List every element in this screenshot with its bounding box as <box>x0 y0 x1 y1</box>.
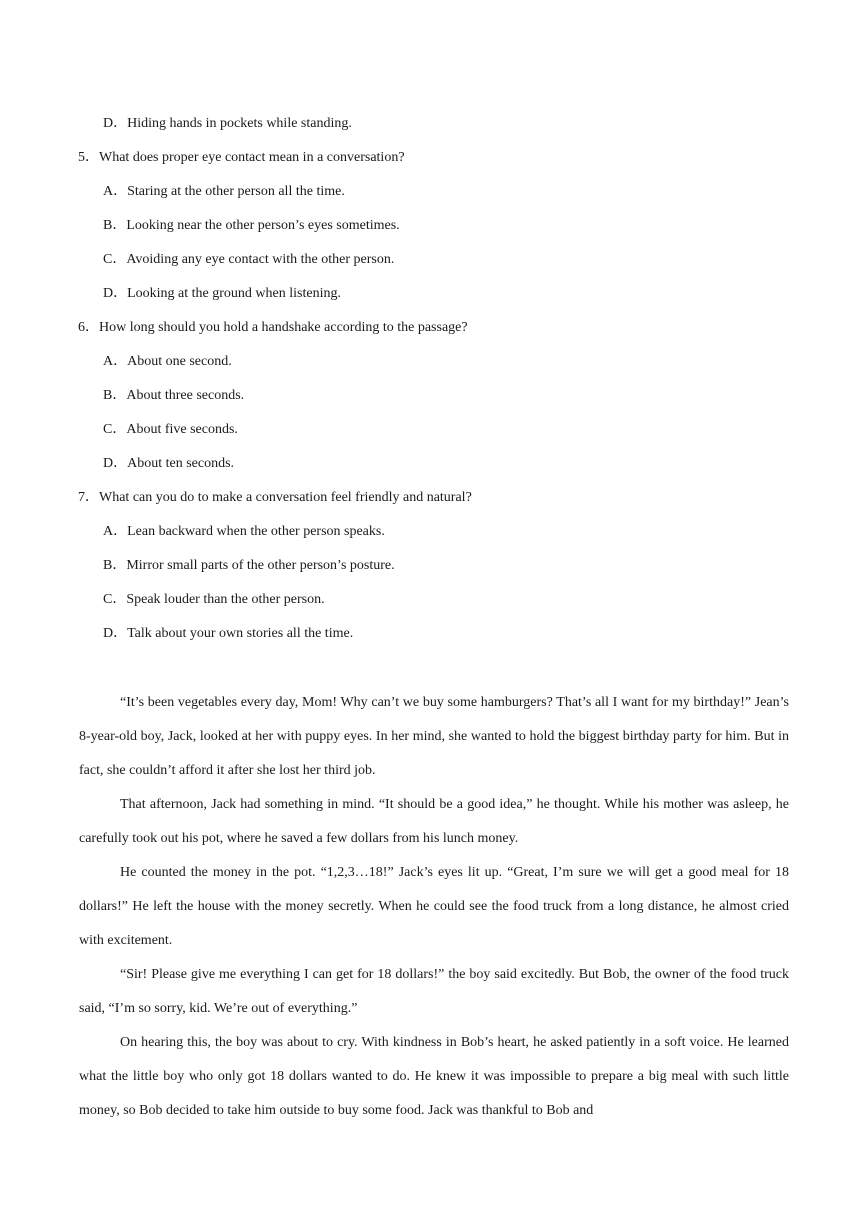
passage-paragraph-4: “Sir! Please give me everything I can get for 18 dollars!” the boy said excitedly. But Bob, the owner of the food truck said, “I’m so sorry, kid. We’re out of everything.” <box>79 967 789 1016</box>
passage-paragraph-3: He counted the money in the pot. “1,2,3…18!” Jack’s eyes lit up. “Great, I’m sure we will get a good meal for 18 dollars!” He left the house with the money secretly. When he could see the food truck from a long distance, he almost cried with excitement. <box>79 865 789 948</box>
q4-option-d: D．Hiding hands in pockets while standing. <box>103 116 352 131</box>
q5-stem: 5．What does proper eye contact mean in a conversation? <box>78 150 405 165</box>
q7-option-b: B．Mirror small parts of the other person’s posture. <box>103 558 395 573</box>
passage-paragraph-2: That afternoon, Jack had something in mind. “It should be a good idea,” he thought. While his mother was asleep, he carefully took out his pot, where he saved a few dollars from his lunch money. <box>79 797 789 846</box>
q7-option-a: A．Lean backward when the other person speaks. <box>103 524 385 539</box>
q5-option-c: C．Avoiding any eye contact with the other person. <box>103 252 395 267</box>
q6-option-d: D．About ten seconds. <box>103 456 235 471</box>
q7-stem: 7．What can you do to make a conversation feel friendly and natural? <box>78 490 472 505</box>
q6-stem: 6．How long should you hold a handshake according to the passage? <box>78 320 468 335</box>
q6-option-b: B．About three seconds. <box>103 388 245 403</box>
q5-option-b: B．Looking near the other person’s eyes sometimes. <box>103 218 400 233</box>
q5-option-d: D．Looking at the ground when listening. <box>103 286 341 301</box>
passage-paragraph-5: On hearing this, the boy was about to cry. With kindness in Bob’s heart, he asked patiently in a soft voice. He learned what the little boy who only got 18 dollars wanted to do. He knew it was impossible to prepare a big meal with such little money, so Bob decided to take him outside to buy some food. Jack was thankful to Bob and <box>79 1035 789 1118</box>
q7-option-d: D．Talk about your own stories all the time. <box>103 626 354 641</box>
passage-paragraph-1: “It’s been vegetables every day, Mom! Why can’t we buy some hamburgers? That’s all I want for my birthday!” Jean’s 8-year-old boy, Jack, looked at her with puppy eyes. In her mind, she wanted to hold the biggest birthday party for him. But in fact, she couldn’t afford it after she lost her third job. <box>79 695 789 778</box>
q6-option-a: A．About one second. <box>103 354 232 369</box>
q7-option-c: C．Speak louder than the other person. <box>103 592 325 607</box>
q6-option-c: C．About five seconds. <box>103 422 238 437</box>
q5-option-a: A．Staring at the other person all the time. <box>103 184 345 199</box>
